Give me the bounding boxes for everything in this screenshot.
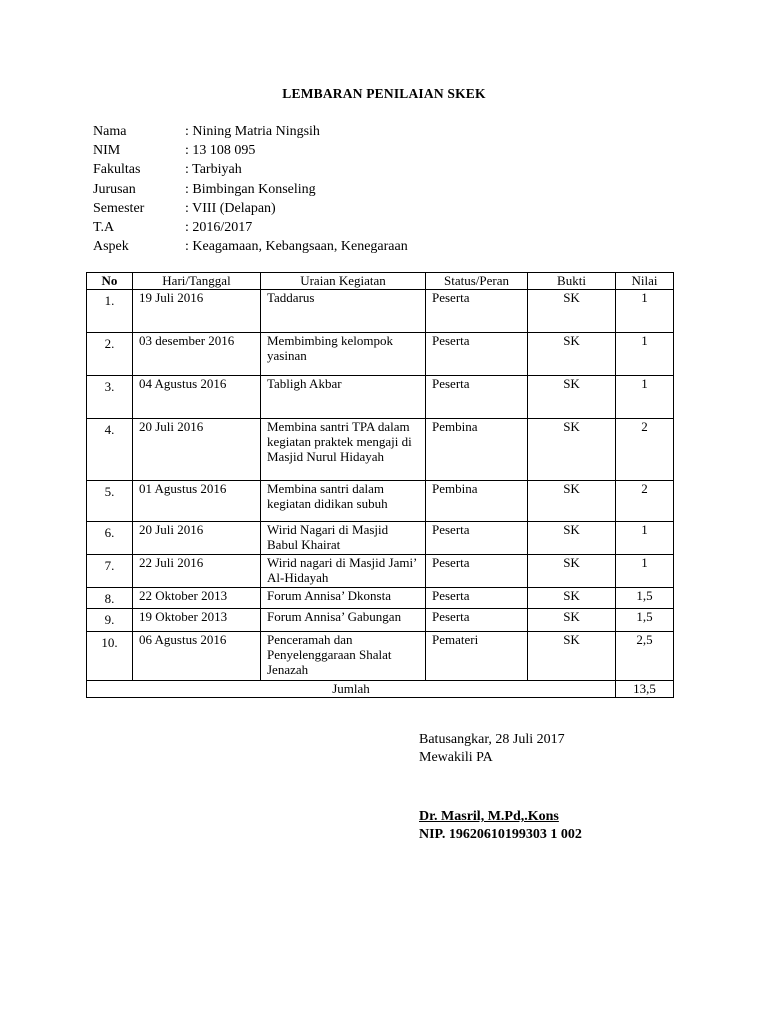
table-row <box>87 522 674 555</box>
total-value: 13,5 <box>616 681 674 698</box>
cell-bukti: SK <box>528 290 616 333</box>
cell-tanggal: 04 Agustus 2016 <box>133 376 261 419</box>
place-date: Batusangkar, 28 Juli 2017 <box>419 732 565 747</box>
table-header-row <box>87 273 674 290</box>
identity-row-fakultas <box>93 160 408 179</box>
identity-row-semester <box>93 199 408 218</box>
column-header-status: Status/Peran <box>426 273 528 290</box>
cell-tanggal: 19 Oktober 2013 <box>133 609 261 632</box>
cell-tanggal: 19 Juli 2016 <box>133 290 261 333</box>
column-header-bukti: Bukti <box>528 273 616 290</box>
identity-label: Jurusan <box>93 181 136 197</box>
table-row <box>87 290 674 333</box>
cell-bukti: SK <box>528 609 616 632</box>
signature-space <box>419 767 582 808</box>
cell-bukti: SK <box>528 632 616 681</box>
cell-bukti: SK <box>528 555 616 588</box>
identity-row-aspek <box>93 237 408 256</box>
identity-block <box>93 122 408 256</box>
signer-role: Mewakili PA <box>419 750 493 765</box>
identity-value: : 2016/2017 <box>185 219 253 235</box>
identity-row-nama <box>93 122 408 141</box>
table-total-row <box>87 681 674 698</box>
cell-tanggal: 22 Juli 2016 <box>133 555 261 588</box>
cell-nilai: 1 <box>616 376 674 419</box>
cell-bukti: SK <box>528 333 616 376</box>
cell-tanggal: 20 Juli 2016 <box>133 419 261 481</box>
table-row <box>87 609 674 632</box>
cell-nilai: 2,5 <box>616 632 674 681</box>
identity-value: : Bimbingan Konseling <box>185 181 316 197</box>
identity-value: : Nining Matria Ningsih <box>185 124 320 139</box>
cell-status: Peserta <box>426 522 528 555</box>
identity-label: Fakultas <box>93 162 141 178</box>
identity-row-ta <box>93 218 408 237</box>
cell-nilai: 1 <box>616 555 674 588</box>
cell-tanggal: 06 Agustus 2016 <box>133 632 261 681</box>
identity-value: : VIII (Delapan) <box>185 200 276 216</box>
cell-status: Peserta <box>426 333 528 376</box>
document-title: LEMBARAN PENILAIAN SKEK <box>282 86 486 101</box>
cell-no: 8. <box>87 588 133 609</box>
cell-uraian: Tabligh Akbar <box>261 376 426 419</box>
cell-bukti: SK <box>528 376 616 419</box>
cell-tanggal: 20 Juli 2016 <box>133 522 261 555</box>
identity-label: Nama <box>93 124 127 139</box>
cell-no: 9. <box>87 609 133 632</box>
table-row <box>87 481 674 522</box>
table-row <box>87 555 674 588</box>
column-header-uraian: Uraian Kegiatan <box>261 273 426 290</box>
column-header-tanggal: Hari/Tanggal <box>133 273 261 290</box>
cell-no: 3. <box>87 376 133 419</box>
cell-no: 1. <box>87 290 133 333</box>
signer-name: Dr. Masril, M.Pd,.Kons <box>419 809 559 824</box>
cell-uraian: Taddarus <box>261 290 426 333</box>
identity-row-jurusan <box>93 180 408 199</box>
cell-tanggal: 03 desember 2016 <box>133 333 261 376</box>
cell-uraian: Wirid Nagari di Masjid Babul Khairat <box>261 522 426 555</box>
column-header-no: No <box>87 273 133 290</box>
identity-row-nim <box>93 141 408 160</box>
total-label: Jumlah <box>87 681 616 698</box>
cell-status: Peserta <box>426 376 528 419</box>
cell-tanggal: 01 Agustus 2016 <box>133 481 261 522</box>
cell-nilai: 1,5 <box>616 588 674 609</box>
cell-nilai: 1 <box>616 333 674 376</box>
cell-nilai: 2 <box>616 481 674 522</box>
identity-label: T.A <box>93 219 115 235</box>
cell-no: 6. <box>87 522 133 555</box>
cell-status: Peserta <box>426 609 528 632</box>
table-row <box>87 376 674 419</box>
cell-no: 5. <box>87 481 133 522</box>
identity-value: : Keagamaan, Kebangsaan, Kenegaraan <box>185 239 408 255</box>
table-row <box>87 588 674 609</box>
cell-bukti: SK <box>528 522 616 555</box>
identity-label: Aspek <box>93 239 129 255</box>
cell-uraian: Wirid nagari di Masjid Jami’ Al-Hidayah <box>261 555 426 588</box>
cell-status: Pembina <box>426 419 528 481</box>
signer-nip: NIP. 19620610199303 1 002 <box>419 827 582 842</box>
cell-status: Peserta <box>426 555 528 588</box>
cell-nilai: 1 <box>616 522 674 555</box>
cell-no: 10. <box>87 632 133 681</box>
identity-value: : Tarbiyah <box>185 162 242 178</box>
table-row <box>87 632 674 681</box>
cell-no: 7. <box>87 555 133 588</box>
cell-bukti: SK <box>528 481 616 522</box>
activity-table <box>86 272 674 698</box>
signature-block <box>419 731 582 844</box>
cell-uraian: Penceramah dan Penyelenggaraan Shalat Jenazah <box>261 632 426 681</box>
cell-status: Peserta <box>426 588 528 609</box>
cell-uraian: Forum Annisa’ Dkonsta <box>261 588 426 609</box>
cell-no: 2. <box>87 333 133 376</box>
cell-uraian: Membina santri TPA dalam kegiatan praktek mengaji di Masjid Nurul Hidayah <box>261 419 426 481</box>
cell-uraian: Membina santri dalam kegiatan didikan subuh <box>261 481 426 522</box>
cell-tanggal: 22 Oktober 2013 <box>133 588 261 609</box>
column-header-nilai: Nilai <box>616 273 674 290</box>
cell-nilai: 1,5 <box>616 609 674 632</box>
cell-nilai: 1 <box>616 290 674 333</box>
cell-status: Pembina <box>426 481 528 522</box>
table-row <box>87 419 674 481</box>
cell-status: Peserta <box>426 290 528 333</box>
identity-value: : 13 108 095 <box>185 143 256 159</box>
cell-nilai: 2 <box>616 419 674 481</box>
identity-label: Semester <box>93 200 145 216</box>
cell-no: 4. <box>87 419 133 481</box>
identity-label: NIM <box>93 143 121 159</box>
cell-uraian: Membimbing kelompok yasinan <box>261 333 426 376</box>
cell-status: Pemateri <box>426 632 528 681</box>
cell-uraian: Forum Annisa’ Gabungan <box>261 609 426 632</box>
table-row <box>87 333 674 376</box>
cell-bukti: SK <box>528 419 616 481</box>
cell-bukti: SK <box>528 588 616 609</box>
